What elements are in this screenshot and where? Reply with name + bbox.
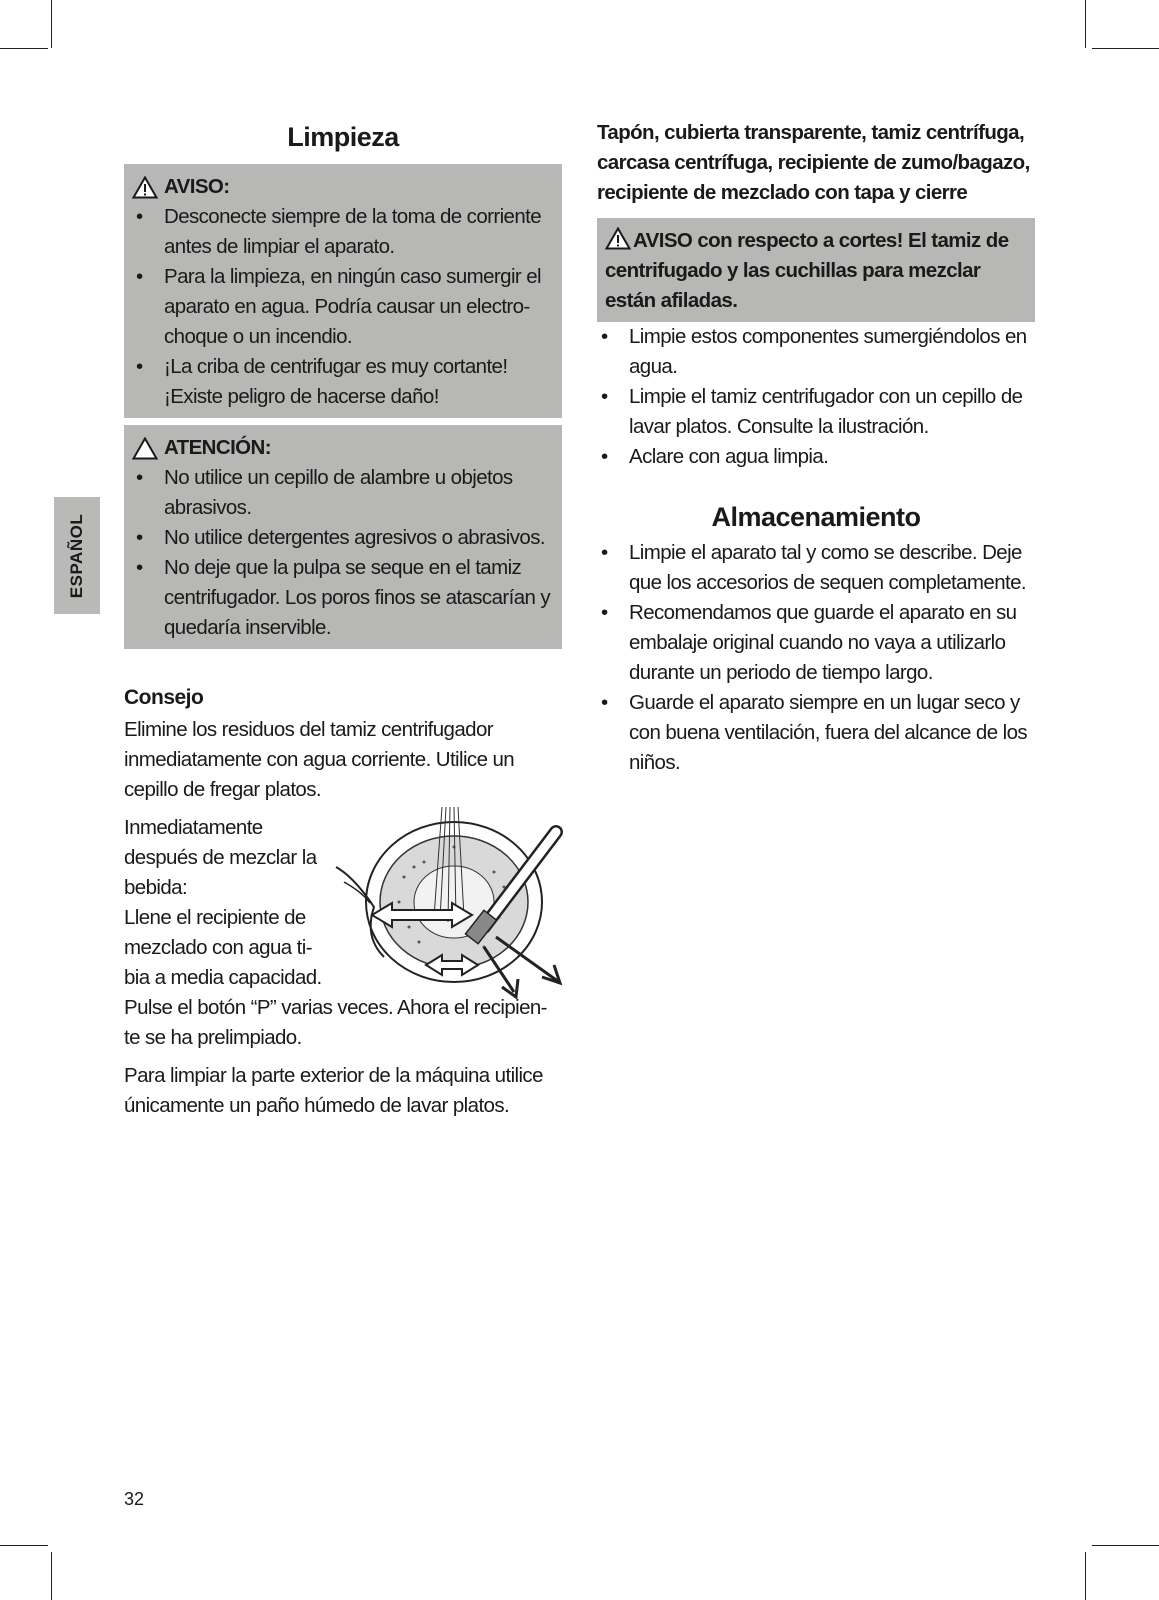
cleaning-illustration <box>334 807 566 1007</box>
list-item: • Para la limpieza, en ningún caso sumergir el aparato en agua. Podría causar un electro-choque o un incendio. <box>132 262 554 352</box>
crop-mark <box>1092 48 1159 49</box>
atencion-list <box>132 463 554 643</box>
crop-mark <box>1092 1545 1159 1546</box>
list-item: • Limpie estos componentes sumergiéndolos en agua. <box>597 322 1035 382</box>
crop-mark <box>51 1552 52 1600</box>
warning-triangle-icon <box>605 227 631 250</box>
aviso-heading <box>132 172 554 202</box>
list-item: • Desconecte siempre de la toma de corriente antes de limpiar el aparato. <box>132 202 554 262</box>
list-item: • ¡La criba de centrifugar es muy cortante! ¡Existe peligro de hacerse daño! <box>132 352 554 412</box>
aviso-cortes-text: AVISO con respecto a cortes! El tamiz de centrifugado y las cuchillas para mezclar están afiladas. <box>605 229 1009 312</box>
left-column <box>124 120 562 1121</box>
figure-block <box>124 813 562 993</box>
aviso-cortes-box <box>597 218 1035 322</box>
list-item: • No utilice un cepillo de alambre u objetos abrasivos. <box>132 463 554 523</box>
list-item: • Limpie el aparato tal y como se describe. Deje que los accesorios de sequen completamente. <box>597 538 1035 598</box>
list-item: • Guarde el aparato siempre en un lugar seco y con buena ventilación, fuera del alcance de los niños. <box>597 688 1035 778</box>
aviso-heading-label: AVISO: <box>164 175 230 198</box>
exterior-text: Para limpiar la parte exterior de la máquina utilice únicamente un paño húmedo de lavar platos. <box>124 1064 543 1117</box>
atencion-heading-label: ATENCIÓN: <box>164 436 271 459</box>
section-title-limpieza: Limpieza <box>287 122 399 152</box>
atencion-heading <box>132 433 554 463</box>
aviso-box <box>124 164 562 418</box>
section-title-almacenamiento: Almacenamiento <box>711 502 921 532</box>
aviso-cortes-heading <box>605 226 1027 316</box>
crop-mark <box>51 0 52 48</box>
after-figure-text: Pulse el botón “P” varias veces. Ahora el recipien-te se ha prelimpiado. <box>124 996 547 1049</box>
crop-mark <box>1085 0 1086 48</box>
crop-mark <box>0 1545 48 1546</box>
language-tab-label: ESPAÑOL <box>67 513 87 598</box>
page-number: 32 <box>124 1489 145 1509</box>
almacenamiento-list <box>597 538 1035 778</box>
language-tab <box>54 497 100 614</box>
figure-text-1: Inmediatamente después de mezclar la bebida: <box>124 816 317 899</box>
list-item: • Aclare con agua limpia. <box>597 442 1035 472</box>
list-item: • No deje que la pulpa se seque en el tamiz centrifugador. Los poros finos se atascarían y quedaría inservible. <box>132 553 554 643</box>
warning-triangle-icon <box>132 176 158 199</box>
aviso-list <box>132 202 554 412</box>
consejo-heading: Consejo <box>124 686 204 709</box>
components-list <box>597 322 1035 472</box>
components-heading: Tapón, cubierta transparente, tamiz centrífuga, carcasa centrífuga, recipiente de zumo/bagazo, recipiente de mezclado con tapa y cierre <box>597 121 1030 204</box>
list-item: • Recomendamos que guarde el aparato en su embalaje original cuando no vaya a utilizarlo durante un periodo de tiempo largo. <box>597 598 1035 688</box>
list-item: • Limpie el tamiz centrifugador con un cepillo de lavar platos. Consulte la ilustración. <box>597 382 1035 442</box>
consejo-text: Elimine los residuos del tamiz centrifugador inmediatamente con agua corriente. Utilice un cepillo de fregar platos. <box>124 718 515 801</box>
list-item: • No utilice detergentes agresivos o abrasivos. <box>132 523 554 553</box>
caution-triangle-icon <box>132 437 158 460</box>
crop-mark <box>0 48 48 49</box>
right-column <box>597 120 1035 778</box>
atencion-box <box>124 425 562 649</box>
figure-text-2: Llene el recipiente de mezclado con agua ti-bia a media capacidad. <box>124 906 322 989</box>
crop-mark <box>1085 1552 1086 1600</box>
